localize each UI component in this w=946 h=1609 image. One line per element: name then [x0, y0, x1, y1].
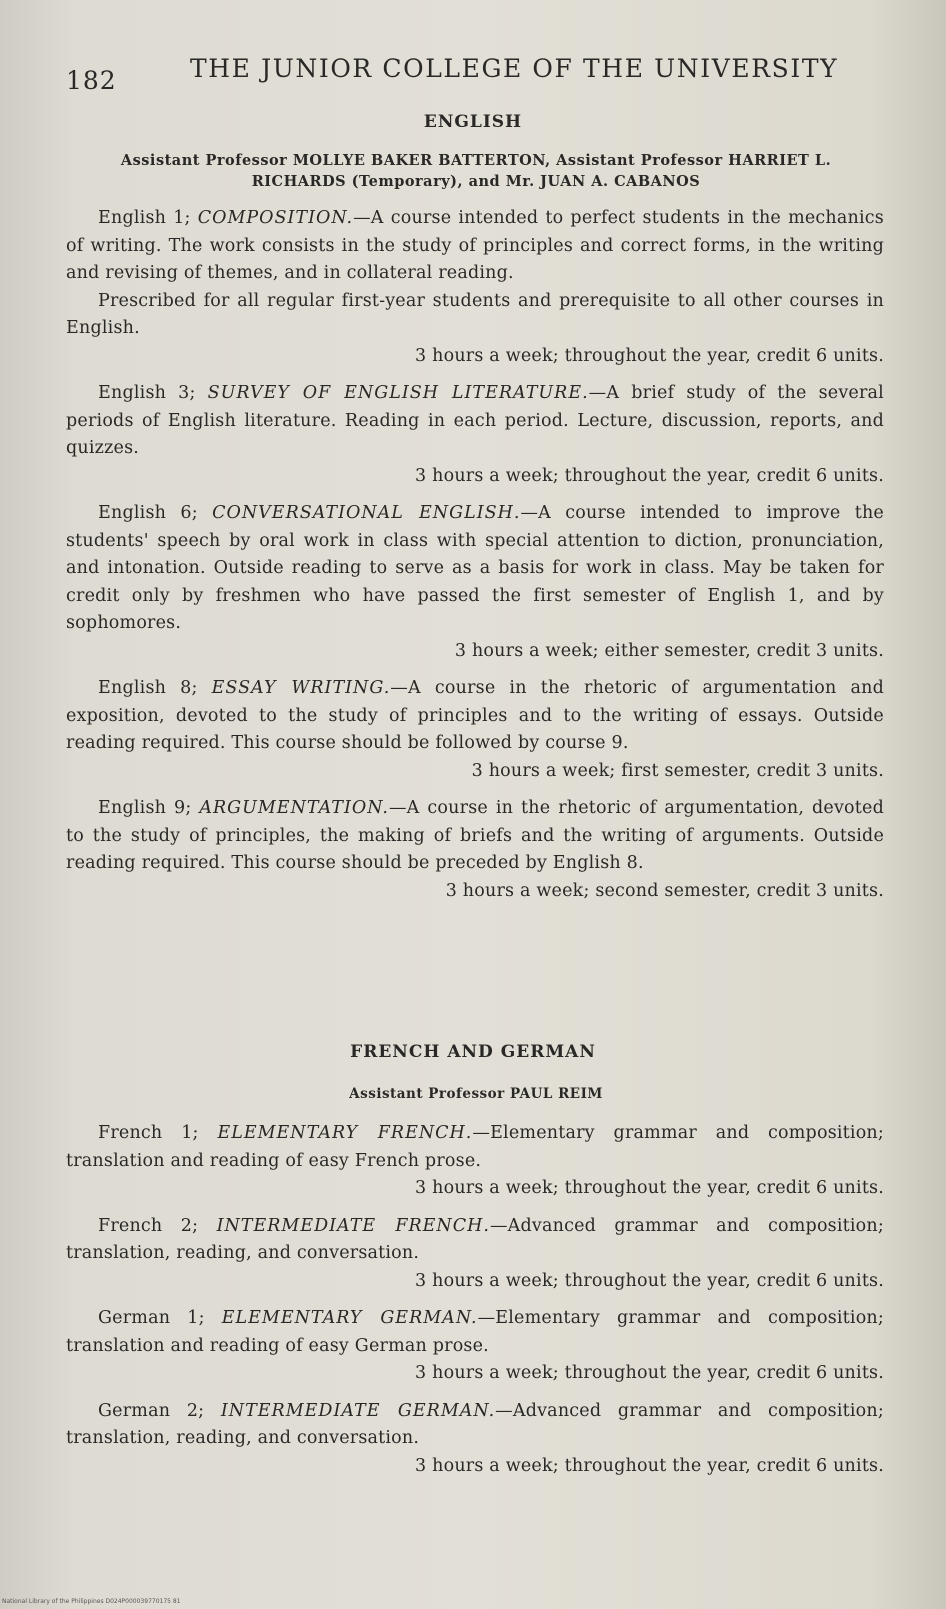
course-credit: 3 hours a week; either semester, credit 3 units.: [454, 640, 884, 661]
course-english-1: [66, 205, 884, 370]
section-heading-french-german: FRENCH AND GERMAN: [350, 1042, 596, 1062]
course-text: —Elementary grammar and composition; translation and reading of easy French prose.: [66, 1123, 884, 1171]
course-description: [66, 380, 884, 463]
course-title: COMPOSITION.: [197, 208, 354, 228]
course-french-1: [66, 1120, 884, 1203]
course-text: —A brief study of the several periods of English literature. Reading in each period. Lecture, discussion, reports, and quizzes.: [66, 383, 884, 458]
page-number: 182: [66, 66, 117, 95]
course-code: English 9;: [98, 798, 200, 818]
faculty-english: [66, 150, 886, 192]
archive-watermark: National Library of the Philippines D024P000039770175 81: [2, 1598, 181, 1605]
course-title: SURVEY OF ENGLISH LITERATURE.: [207, 383, 589, 403]
course-code: English 8;: [98, 678, 212, 698]
course-title: CONVERSATIONAL ENGLISH.: [212, 503, 521, 523]
faculty-line: Assistant Professor MOLLYE BAKER BATTERTON, Assistant Professor HARRIET L.: [120, 152, 832, 169]
course-credit: 3 hours a week; throughout the year, credit 6 units.: [415, 345, 884, 366]
course-title: INTERMEDIATE FRENCH.: [216, 1215, 490, 1236]
course-english-9: [66, 795, 884, 905]
course-credit: 3 hours a week; first semester, credit 3 units.: [471, 760, 884, 781]
course-description: [66, 1398, 884, 1453]
course-credit: 3 hours a week; second semester, credit 3 units.: [445, 880, 884, 901]
course-english-3: [66, 380, 884, 490]
course-text: —A course intended to improve the students' speech by oral work in class with special attention to diction, pronunciation, and intonation. Outside reading to serve as a basis for work in class. May be taken for credit only by freshmen who have passed the first semester of English 1, and by sophomores.: [66, 503, 884, 633]
course-credit: 3 hours a week; throughout the year, credit 6 units.: [415, 1270, 884, 1291]
faculty-line: RICHARDS (Temporary), and Mr. JUAN A. CABANOS: [251, 173, 701, 190]
course-german-1: [66, 1305, 884, 1388]
course-text: —A course intended to perfect students in the mechanics of writing. The work consists in the study of principles and correct forms, in the writing and revising of themes, and in collateral reading.: [66, 208, 884, 283]
course-credit: 3 hours a week; throughout the year, credit 6 units.: [415, 1178, 884, 1198]
running-title: THE JUNIOR COLLEGE OF THE UNIVERSITY: [190, 54, 839, 83]
course-code: German 2;: [98, 1400, 221, 1421]
course-description: [66, 1305, 884, 1360]
course-english-6: [66, 500, 884, 665]
course-text: —A course in the rhetoric of argumentation and exposition, devoted to the study of principles and to the writing of essays. Outside reading required. This course should be followed by course 9.: [66, 678, 884, 753]
course-german-2: [66, 1398, 884, 1481]
course-text: —Advanced grammar and composition; translation, reading, and conversation.: [66, 1215, 884, 1263]
course-title: ELEMENTARY FRENCH.: [217, 1123, 473, 1143]
course-code: English 3;: [98, 383, 208, 403]
course-text: —Advanced grammar and composition; translation, reading, and conversation.: [66, 1400, 884, 1448]
course-note: Prescribed for all regular first-year students and prerequisite to all other courses in English.: [66, 290, 884, 338]
course-description: [66, 795, 884, 878]
language-course-list: [66, 1120, 884, 1490]
course-title: INTERMEDIATE GERMAN.: [220, 1400, 496, 1421]
course-title: ESSAY WRITING.: [211, 678, 391, 698]
course-code: German 1;: [98, 1308, 222, 1328]
course-credit: 3 hours a week; throughout the year, credit 6 units.: [415, 1455, 884, 1476]
course-french-2: [66, 1213, 884, 1296]
course-text: —Elementary grammar and composition; translation and reading of easy German prose.: [66, 1308, 884, 1356]
course-credit: 3 hours a week; throughout the year, credit 6 units.: [415, 465, 884, 486]
course-code: French 1;: [98, 1123, 218, 1143]
page-header: [66, 48, 886, 98]
course-description: [66, 675, 884, 758]
course-description: [66, 1213, 884, 1268]
course-code: French 2;: [98, 1215, 217, 1236]
course-title: ELEMENTARY GERMAN.: [221, 1308, 478, 1328]
course-english-8: [66, 675, 884, 785]
faculty-french-german: Assistant Professor PAUL REIM: [349, 1086, 603, 1102]
course-code: English 6;: [98, 503, 213, 523]
english-course-list: [66, 205, 884, 915]
section-heading-english: ENGLISH: [423, 112, 523, 132]
course-description: [66, 205, 884, 288]
course-title: ARGUMENTATION.: [199, 798, 389, 818]
course-text: —A course in the rhetoric of argumentation, devoted to the study of principles, the making of briefs and the writing of arguments. Outside reading required. This course should be preceded by English 8.: [66, 798, 884, 873]
course-description: [66, 1120, 884, 1175]
course-code: English 1;: [98, 208, 198, 228]
course-description: [66, 500, 884, 638]
course-credit: 3 hours a week; throughout the year, credit 6 units.: [415, 1363, 884, 1383]
